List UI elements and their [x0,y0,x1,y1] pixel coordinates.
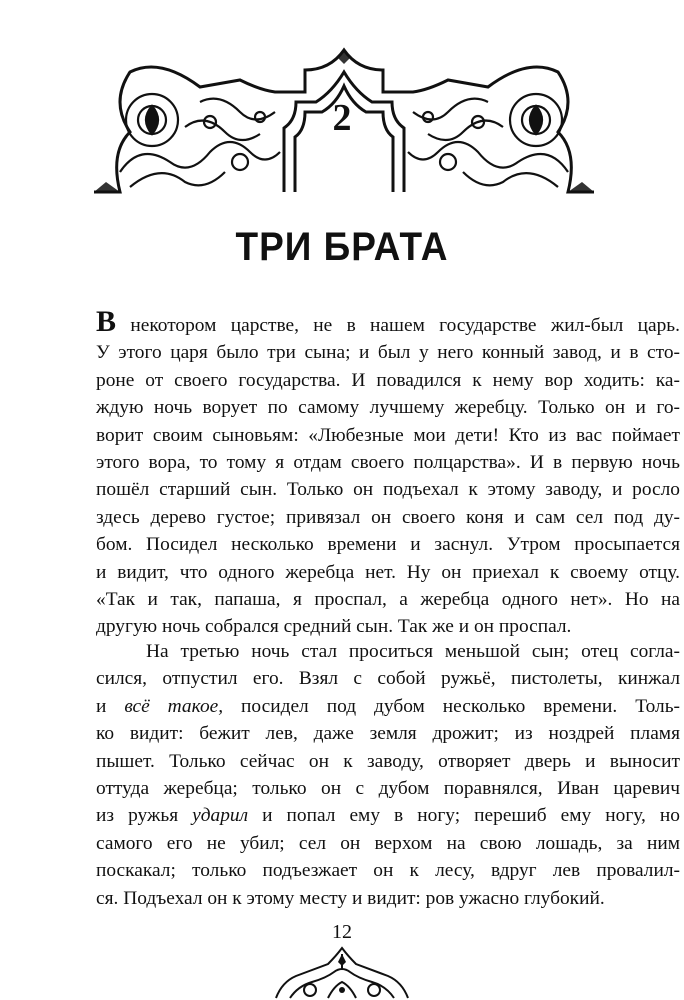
text-line: и всё такое, посидел под дубом несколько времени. Толь- [96,695,680,717]
text-line: «Так и так, папаша, я проспал, а жеребца одного нет». Но на [96,588,680,610]
paragraph [96,638,680,912]
text-line: ся. Подъехал он к этому месту и видит: ров ужасно глубокий. [96,887,605,909]
italic-phrase: ударил [192,805,249,827]
text-line: поскакал; только подъезжает он к лесу, вдруг лев провалил- [96,860,680,882]
text-line: пошёл старший сын. Только он подъехал к этому заводу, и росло [96,479,680,501]
text-line: На третью ночь стал проситься меньшой сын; отец согла- [146,641,680,662]
text-line: бом. Посидел несколько времени и заснул. Утром просыпается [96,534,680,556]
chapter-number: 2 [332,97,352,139]
text-line: и видит, что одного жеребца нет. Ну он приехал к своему отцу. [96,561,680,583]
text-line: ворит своим сыновьям: «Любезные мои дети! Кто из вас поймает [96,424,680,446]
text-line: здесь дерево густое; привязал он своего коня и сам сел под ду- [96,506,680,528]
text-line: этого вора, то тому я отдам своего полцарства». И в первую ночь [96,451,680,473]
text-line: пышет. Только сейчас он к заводу, отворяет дверь и выносит [96,750,680,772]
drop-cap: В [96,305,117,338]
chapter-title: ТРИ БРАТА [235,224,449,269]
text-line: ждую ночь ворует по самому лучшему жеребцу. Только он и го- [96,397,680,419]
paragraph [96,305,680,641]
text-line: другую ночь собрался средний сын. Так же и он проспал. [96,616,572,638]
text-line: самого его не убил; сел он верхом на свою лошадь, за ним [96,832,680,854]
text-line: У этого царя было три сына; и был у него конный завод, и в сто- [96,342,680,364]
text-line: из ружья ударил и попал ему в ногу; перешиб ему ногу, но [96,805,680,827]
page-number: 12 [332,921,352,943]
footer-ornament [272,942,412,1000]
text-line: роне от своего государства. И повадился к нему вор ходить: ка- [96,369,680,391]
text-line: ко видит: бежит лев, даже земля дрожит; из ноздрей пламя [96,723,680,745]
text-line: сился, отпустил его. Взял с собой ружьё, пистолеты, кинжал [96,668,680,690]
text-line: В некотором царстве, не в нашем государстве жил-был царь. [96,305,680,338]
italic-phrase: всё такое, [124,695,224,717]
text-line: оттуда жеребца; только он с дубом поравнялся, Иван царевич [96,777,680,799]
